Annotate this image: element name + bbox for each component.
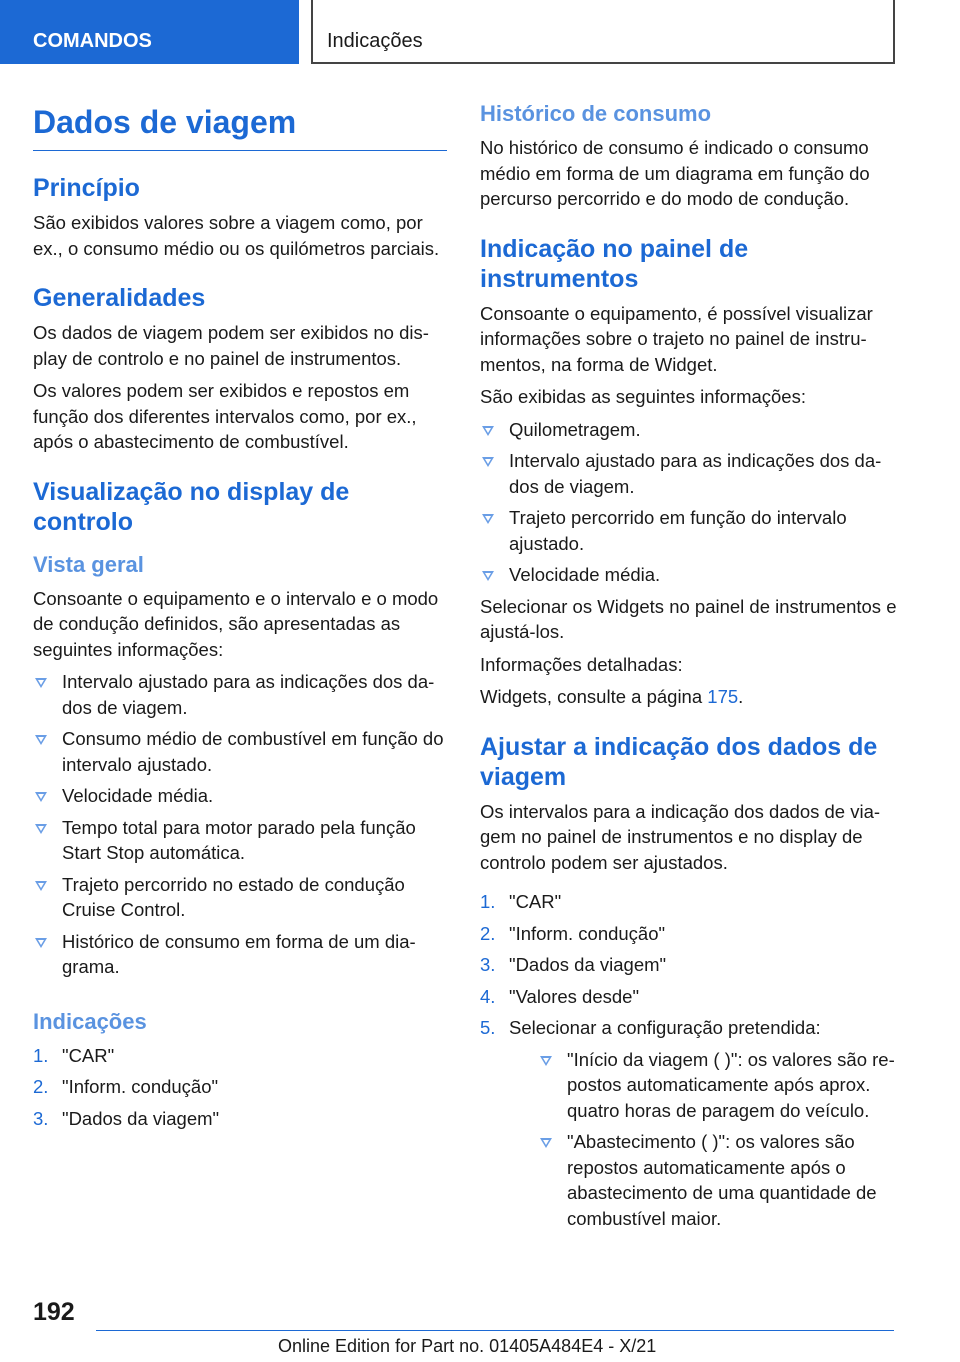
heading-indicacoes: Indicações [33, 1008, 147, 1034]
step-item: 3. "Dados da viagem" [33, 1107, 220, 1129]
step-item: 1. "CAR" [480, 891, 562, 912]
list-item: Consumo médio de combustível em função do intervalo ajustado. [33, 726, 447, 777]
heading-principio: Princípio [33, 174, 140, 202]
step-item: 3. "Dados da viagem" [480, 954, 667, 975]
generalidades-text-1: Os dados de viagem podem ser exibidos no display de controlo e no painel de instrumentos. [33, 322, 429, 369]
painel-text-5: Widgets, consulte a página 175. [480, 686, 744, 707]
ajustar-sub-list [509, 1047, 900, 1232]
step-item: 5. Selecionar a configuração pretendida: "Início da viagem ( )": os valores são repostos automaticamente após aprox. quatro horas de paragem do veículo. "Abastecimento ( )": os valores são repostos automaticamente após o abastecimento de uma quantidade de combustível maior. [480, 1015, 900, 1231]
triangle-bullet-icon [35, 938, 47, 948]
triangle-bullet-icon [540, 1056, 552, 1066]
footer-divider [96, 1330, 894, 1331]
page-number: 192 [33, 1298, 75, 1326]
triangle-bullet-icon [482, 457, 494, 467]
list-item: Quilometragem. [480, 417, 900, 443]
triangle-bullet-icon [482, 426, 494, 436]
list-item: Intervalo ajustado para as indicações dos dados de viagem. [480, 448, 900, 499]
list-item: "Início da viagem ( )": os valores são repostos automaticamente após aprox. quatro horas de paragem do veículo. [538, 1047, 900, 1124]
triangle-bullet-icon [35, 735, 47, 745]
painel-text-2: São exibidas as seguintes informações: [480, 386, 806, 407]
heading-painel: Indicação no painel de instrumentos [480, 234, 749, 293]
left-column [33, 100, 447, 1137]
indicacoes-steps [33, 1043, 447, 1132]
list-item: Velocidade média. [33, 783, 447, 809]
step-item: 4. "Valores desde" [480, 985, 640, 1007]
heading-visualizacao: Visualização no display de controlo [33, 477, 350, 536]
vista-geral-intro: Consoante o equipamento e o intervalo e o modo de condução definidos, são apresentadas as seguintes informações: [33, 587, 439, 660]
principio-text: São exibidos valores sobre a viagem como, por ex., o consumo médio ou os quilómetros parciais. [33, 212, 440, 259]
chapter-tab: Indicações [311, 0, 895, 64]
list-item: Trajeto percorrido no estado de condução Cruise Control. [33, 872, 447, 923]
ajustar-intro: Os intervalos para a indicação dos dados de viagem no painel de instrumentos e no display de controlo podem ser ajustados. [480, 800, 881, 873]
painel-list [480, 417, 900, 588]
step-item: 1. "CAR" [33, 1044, 115, 1066]
triangle-bullet-icon [35, 881, 47, 891]
page-title: Dados de viagem [33, 100, 447, 151]
painel-text-1: Consoante o equipamento, é possível visualizar informações sobre o trajeto no painel de instrumentos, na forma de Widget. [480, 302, 873, 375]
section-tab: COMANDOS [0, 0, 299, 64]
list-item: "Abastecimento ( )": os valores são repostos automaticamente após o abastecimento de uma quantidade de combustível maior. [538, 1129, 900, 1231]
heading-generalidades: Generalidades [33, 284, 206, 312]
footer-edition: Online Edition for Part no. 01405A484E4 - X/21 [278, 1336, 657, 1356]
painel-text-4: Informações detalhadas: [480, 653, 683, 675]
list-item: Tempo total para motor parado pela função Start Stop automática. [33, 815, 447, 866]
heading-vista-geral: Vista geral [33, 551, 144, 577]
triangle-bullet-icon [482, 571, 494, 581]
triangle-bullet-icon [35, 792, 47, 802]
triangle-bullet-icon [35, 824, 47, 834]
list-item: Intervalo ajustado para as indicações dos dados de viagem. [33, 669, 447, 720]
painel-text-3: Selecionar os Widgets no painel de instrumentos e ajustá-los. [480, 595, 897, 642]
heading-historico: Histórico de consumo [480, 101, 712, 126]
ajustar-steps [480, 889, 900, 1231]
list-item: Trajeto percorrido em função do intervalo ajustado. [480, 505, 900, 556]
triangle-bullet-icon [482, 514, 494, 524]
right-column [480, 100, 900, 1237]
step-item: 2. "Inform. condução" [480, 922, 666, 944]
page-link[interactable]: 175 [707, 686, 739, 707]
triangle-bullet-icon [540, 1138, 552, 1148]
generalidades-text-2: Os valores podem ser exibidos e repostos em função dos diferentes intervalos como, por ex., após o abastecimento de combustível. [33, 380, 417, 452]
list-item: Velocidade média. [480, 562, 900, 588]
heading-ajustar: Ajustar a indicação dos dados de viagem [480, 732, 878, 791]
vista-geral-list [33, 669, 447, 980]
list-item: Histórico de consumo em forma de um diagrama. [33, 929, 447, 980]
step-item: 2. "Inform. condução" [33, 1076, 219, 1097]
historico-text: No histórico de consumo é indicado o consumo médio em forma de um diagrama em função do percurso percorrido e do modo de condução. [480, 137, 870, 209]
triangle-bullet-icon [35, 678, 47, 688]
